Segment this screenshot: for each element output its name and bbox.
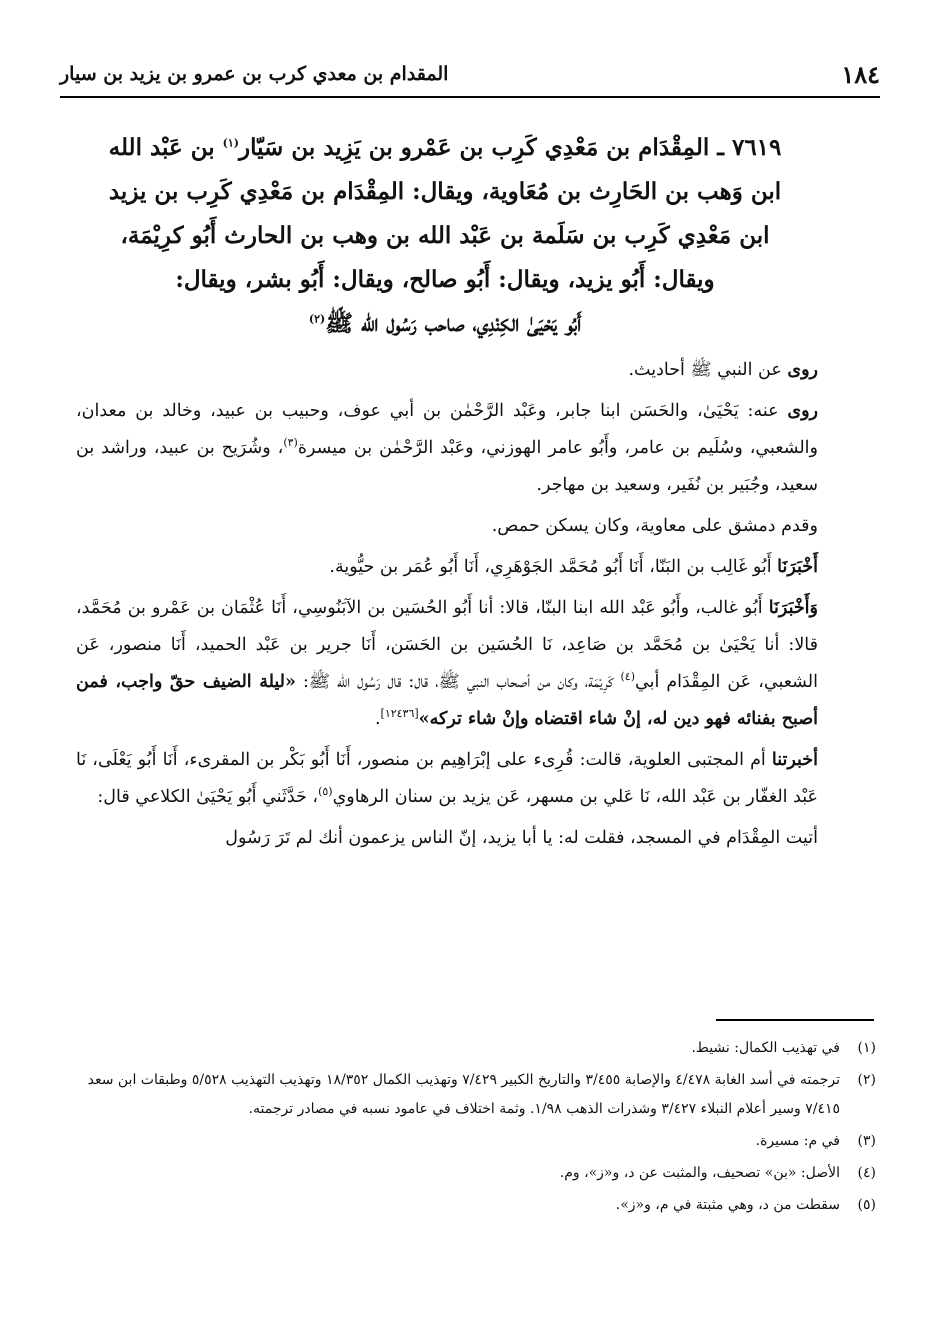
footnote (70, 1159, 876, 1188)
paragraph (76, 352, 818, 389)
heading-text: أَبُو يَحْيَىٰ الكِنْدِي، صاحب رَسُول الله ﷺ (325, 310, 582, 337)
footnote-text: الأصل: «بن» تصحيف، والمثبت عن د، و«ز»، وم. (559, 1165, 840, 1181)
paragraph-text: كَرِيْمَة، وكان من أصحاب النبي ﷺ، قال: قال رَسُول الله ﷺ: (295, 672, 621, 692)
footnote-marker[interactable]: (٢) (308, 312, 326, 326)
paragraph (76, 820, 818, 857)
paragraph (76, 508, 818, 545)
footnote-number: (٢) (857, 1072, 876, 1088)
paragraph-text: ، وشُرَيح بن عبيد، وراشد بن سعيد، وجُبَير بن نُفَير، وسعيد بن مهاجر. (76, 438, 818, 495)
paragraph-text: وقدم دمشق على معاوية، وكان يسكن حمص. (491, 516, 818, 536)
paragraph (76, 549, 818, 586)
heading-line-2: ابن وَهب بن الحَارِث بن مُعَاوية، ويقال: المِقْدَام بن مَعْدِي كَرِب بن يزيد (108, 178, 782, 205)
paragraph-text: عنه: يَحْيَىٰ، والحَسَن ابنا جابر، وعَبْد الرَّحْمٰن بن أبي عوف، وحبيب بن عبيد، وخالد بن معدان، والشعبي، وسُلَيم بن عامر، وأَبُو عامر الهوزني، وعَبْد الرَّحْمٰن بن ميسرة (76, 401, 818, 458)
keyword: روى (787, 360, 818, 380)
paragraph (76, 393, 818, 504)
heading-line-1 (70, 126, 820, 170)
footnote-text: سقطت من د، وهي مثبتة في م، و«ز». (615, 1197, 840, 1213)
footnotes (70, 1034, 876, 1223)
footnote-number: (٥) (857, 1197, 876, 1213)
keyword: وَأَخْبَرَنَا (768, 598, 818, 618)
paragraph-text: عن النبي ﷺ أحاديث. (628, 360, 788, 380)
keyword: أخبرتنا (771, 750, 818, 770)
footnote-separator (716, 1019, 874, 1021)
footnote-marker[interactable]: (٤) (620, 670, 635, 684)
footnote (70, 1191, 876, 1220)
hadith-quote: «ليلة الضيف حقّ واجب، فمن أصبح بفنائه فهو دين له، إنْ شاء اقتضاه وإنْ شاء تركه» (76, 672, 818, 729)
heading-text: ٧٦١٩ ـ المِقْدَام بن مَعْدِي كَرِب بن عَمْرو بن يَزِيد بن سَيّار (238, 134, 782, 161)
page-number: ١٨٤ (841, 59, 880, 89)
footnote-number: (٤) (857, 1165, 876, 1181)
footnote-marker[interactable]: (٣) (283, 436, 298, 450)
footnote-text: ترجمته في أسد الغابة ٤/٤٧٨ والإصابة ٣/٤٥٥ والتاريخ الكبير ٧/٤٢٩ وتهذيب الكمال ١٨/٣٥٢ وتهذيب التهذيب ٥/٥٢٨ وطبقات ابن سعد ٧/٤١٥ وسير أعلام النبلاء ٣/٤٢٧ وشذرات الذهب ١/٩٨. وثمة اختلاف في عامود نسبه في مصادر ترجمته. (87, 1072, 840, 1117)
keyword: روى (787, 401, 818, 421)
paragraph (76, 590, 818, 738)
footnote-marker[interactable]: (١) (222, 136, 239, 150)
heading-line-5 (70, 302, 820, 346)
keyword: أَخْبَرَنَا (777, 557, 818, 577)
running-title: المقدام بن معدي كرب بن عمرو بن يزيد بن سيار (60, 63, 449, 85)
paragraph-text: أم المجتبى العلوية، قالت: قُرِىء على إبْرَاهِيم بن منصور، أَنَا أَبُو بَكْر بن المقرىء، أَنَا أَبُو يَعْلَى، نَا عَبْد الغفّار بن عَبْد الله، نَا عَلي بن مسهر، عَن يزيد بن سنان الرهاوي (76, 750, 818, 807)
biography-heading (70, 126, 820, 346)
footnote (70, 1127, 876, 1156)
heading-line-3: ابن مَعْدِي كَرِب بن سَلَمة بن عَبْد الله بن وهب بن الحارث أَبُو كرِيْمَة، (120, 222, 770, 249)
paragraph-text: . (374, 709, 381, 729)
paragraph (76, 742, 818, 816)
paragraph-text: أَبُو غالب، وأَبُو عَبْد الله ابنا البنّا، قالا: أنا أَبُو الحُسَين بن الآبَنُوسِي، أَنَا عُثْمَان بن عَمْرو بن مُحَمَّد، قالا: أنا يَحْيَىٰ بن مُحَمَّد بن صَاعِد، نَا الحُسَين بن الحَسَن، أَنَا جرير بن عَبْد الحميد، أَنَا منصور، عَن الشعبي، عَن المِقْدَام أبي (76, 598, 818, 692)
footnote (70, 1034, 876, 1063)
footnote-number: (٣) (857, 1133, 876, 1149)
footnote-text: في م: مسيرة. (755, 1133, 840, 1149)
page-header (60, 52, 880, 98)
paragraph-text: أتيت المِقْدَام في المسجد، فقلت له: يا أبا يزيد، إنّ الناس يزعمون أنك لم تَرَ رَسُول (225, 828, 818, 848)
footnote-marker[interactable]: (٥) (318, 785, 333, 799)
paragraph-text: أَبُو غَالِب بن البَنّا، أَنَا أَبُو مُحَمَّد الجَوْهَرِي، أَنَا أَبُو عُمَر بن حيُّوية. (329, 557, 778, 577)
footnote (70, 1066, 876, 1124)
main-text (76, 352, 818, 861)
heading-text: بن عَبْد الله (108, 134, 223, 161)
hadith-number: [١٢٤٣٦] (380, 707, 419, 721)
heading-line-4: ويقال: أَبُو يزيد، ويقال: أَبُو صالح، ويقال: أَبُو بشر، ويقال: (175, 266, 715, 293)
paragraph-text: ، حَدَّثَني أَبُو يَحْيَىٰ الكلاعي قال: (97, 787, 319, 807)
footnote-number: (١) (857, 1040, 876, 1056)
footnote-text: في تهذيب الكمال: نشيط. (691, 1040, 840, 1056)
